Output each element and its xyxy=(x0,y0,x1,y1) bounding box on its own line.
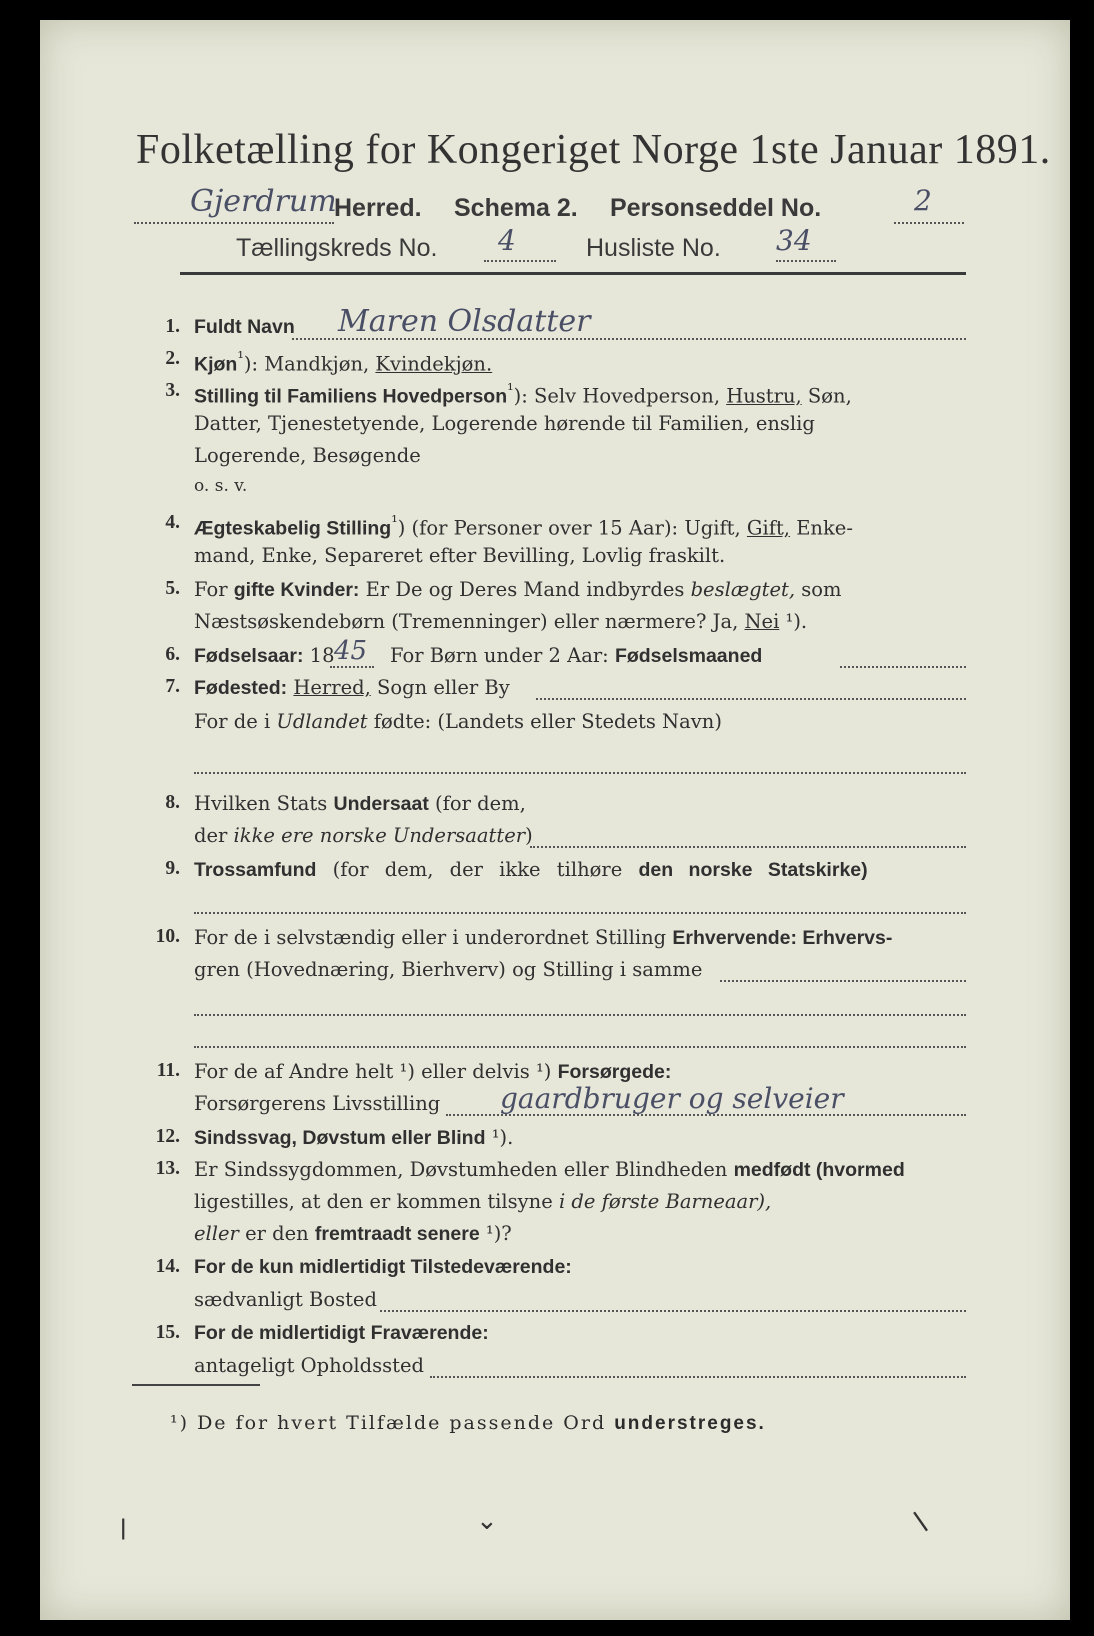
q9-label: Trossamfund xyxy=(194,859,317,881)
binding-mark-center: ⌄ xyxy=(476,1506,498,1536)
q13-text: Er Sindssygdommen, Døvstumheden eller Blindheden xyxy=(194,1158,734,1181)
question-6 xyxy=(140,636,966,674)
q2-label: Kjøn xyxy=(194,353,238,376)
q5-option-nei: Nei xyxy=(744,610,780,633)
q4-option-gift: Gift, xyxy=(746,516,790,540)
q13-line-3c: fremtraadt senere xyxy=(314,1223,480,1245)
q6-year-field xyxy=(330,666,374,668)
q6-year-value: 45 xyxy=(334,636,368,666)
kreds-field xyxy=(484,230,556,262)
question-1 xyxy=(140,304,966,346)
q1-number: 1. xyxy=(165,316,180,337)
question-3: 3. Stilling til Familiens Hovedperson$^{^1}$): Selv Hovedperson, Hustru, Søn, Datter, Tjenestetyende, Logerende hørende til Familien, enslig Logerende, Besøgende o. s. v. xyxy=(140,380,966,510)
personseddel-value: 2 xyxy=(914,184,932,217)
q11-value: gaardbruger og selveier xyxy=(500,1082,844,1115)
q4-text: ) (for Personer over 15 Aar): Ugift, xyxy=(397,516,747,540)
q15-line-2: antageligt Opholdssted xyxy=(194,1354,425,1377)
q3-line-3: Logerende, Besøgende xyxy=(194,444,421,467)
q3-option-hustru: Hustru, xyxy=(726,384,802,408)
q9-number: 9. xyxy=(165,858,180,879)
question-2 xyxy=(140,348,966,378)
q3-line-2: Datter, Tjenestetyende, Logerende hørende til Familien, enslig xyxy=(194,412,815,435)
q15-label: For de midlertidigt Fraværende: xyxy=(194,1322,489,1344)
question-11 xyxy=(140,1060,966,1124)
q5-text-beslaegtet: beslægtet, xyxy=(690,578,796,601)
q3-text: ): Selv Hovedperson, xyxy=(513,384,727,408)
q10-text: For de i selvstændig eller i underordnet Stilling xyxy=(194,926,673,949)
q1-label: Fuldt Navn xyxy=(194,316,295,338)
binding-mark-left: ǀ xyxy=(120,1516,127,1541)
q7-line-2c: fødte: (Landets eller Stedets Navn) xyxy=(367,710,722,733)
q10-label: Erhvervende: Erhvervs- xyxy=(672,927,893,949)
herred-value: Gjerdrum xyxy=(190,184,337,219)
q11-text: For de af Andre helt ¹) eller delvis ¹) xyxy=(194,1060,558,1083)
footnote xyxy=(170,1412,766,1435)
husliste-value: 34 xyxy=(776,224,812,257)
q11-number: 11. xyxy=(156,1060,180,1081)
q8-number: 8. xyxy=(165,792,180,813)
q8-text-a: Hvilken Stats xyxy=(194,792,334,815)
header-line-kreds xyxy=(236,224,856,266)
q9-field xyxy=(194,912,966,914)
q8-line-2a: der xyxy=(194,824,234,847)
q13-line-2a: ligestilles, at den er kommen tilsyne xyxy=(194,1190,559,1213)
q6-number: 6. xyxy=(165,644,180,665)
q3-number: 3. xyxy=(165,380,180,401)
q8-label: Undersaat xyxy=(333,793,429,815)
q8-line-2b: ikke ere norske Undersaatter xyxy=(233,824,526,847)
q8-field xyxy=(530,846,966,848)
footnote-text-bold: understreges. xyxy=(614,1413,766,1434)
q5-label: gifte Kvinder: xyxy=(233,579,360,601)
question-4: 4. Ægteskabelig Stilling$^{^1}$) (for Personer over 15 Aar): Ugift, Gift, Enke- mand, Enke, Separeret efter Bevilling, Lovlig fraskilt. xyxy=(140,512,966,576)
header-divider xyxy=(180,272,966,275)
q13-label: medfødt (hvormed xyxy=(733,1159,905,1181)
q4-number: 4. xyxy=(165,512,180,533)
q12-number: 12. xyxy=(155,1126,180,1147)
q5-number: 5. xyxy=(165,578,180,599)
q5-text-a: For xyxy=(194,578,234,601)
question-7 xyxy=(140,676,966,776)
q11-line-2: Forsørgerens Livsstilling xyxy=(194,1092,441,1115)
q2-number: 2. xyxy=(165,348,180,369)
q9-text-statskirke: den norske Statskirke) xyxy=(638,859,868,881)
q11-label: Forsørgede: xyxy=(557,1061,672,1083)
q3-text-end: Søn, xyxy=(801,384,852,408)
question-9 xyxy=(140,858,966,922)
q6-text: For Børn under 2 Aar: xyxy=(390,644,615,667)
q2-option-kvindekjon: Kvindekjøn. xyxy=(375,352,493,376)
q14-label: For de kun midlertidigt Tilstedeværende: xyxy=(194,1256,572,1278)
q7-text: Sogn eller By xyxy=(370,676,510,699)
q14-number: 14. xyxy=(155,1256,180,1277)
q13-number: 13. xyxy=(155,1158,180,1179)
q2-footnote-mark: ¹ xyxy=(237,348,244,367)
q15-field xyxy=(430,1376,966,1378)
q4-text-end: Enke- xyxy=(790,516,853,540)
q6-label: Fødselsaar: xyxy=(194,645,304,667)
footnote-separator xyxy=(132,1384,260,1386)
husliste-label: Husliste No. xyxy=(586,234,721,262)
q6-year-prefix: 18 xyxy=(303,644,335,667)
q7-line-2b: Udlandet xyxy=(276,710,368,733)
personseddel-label: Personseddel No. xyxy=(610,194,822,222)
q8-line-2c: ) xyxy=(525,824,533,847)
q10-line-2: gren (Hovednæring, Bierhverv) og Stilling i samme xyxy=(194,958,703,981)
q13-line-3b: er den xyxy=(238,1222,315,1245)
q13-line-3d: ¹)? xyxy=(479,1222,512,1245)
q7-foreign-field xyxy=(194,772,966,774)
question-13 xyxy=(140,1158,966,1254)
question-12 xyxy=(140,1126,966,1156)
q14-field xyxy=(380,1310,966,1312)
q3-label: Stilling til Familiens Hovedperson xyxy=(194,385,508,408)
q12-text: ¹). xyxy=(485,1126,514,1149)
kreds-label: Tællingskreds No. xyxy=(236,234,438,262)
q7-line-2a: For de i xyxy=(194,710,277,733)
schema-label: Schema 2. xyxy=(454,194,578,222)
binding-mark-right: ǀ xyxy=(908,1506,931,1534)
footnote-text: De for hvert Tilfælde passende Ord xyxy=(189,1412,615,1434)
q4-line-2: mand, Enke, Separeret efter Bevilling, Lovlig fraskilt. xyxy=(194,544,726,567)
q6-month-field xyxy=(840,666,966,668)
q13-line-3a: eller xyxy=(194,1222,239,1245)
header-line-herred xyxy=(134,184,964,228)
q5-text-b: Er De og Deres Mand indbyrdes xyxy=(359,578,691,601)
q8-text-b: (for dem, xyxy=(428,792,526,815)
question-list xyxy=(140,304,966,1416)
q10-number: 10. xyxy=(155,926,180,947)
q5-text-d: som xyxy=(795,578,842,601)
q7-label: Fødested: xyxy=(194,677,288,699)
question-8 xyxy=(140,792,966,856)
q7-field xyxy=(536,698,966,700)
q15-number: 15. xyxy=(155,1322,180,1343)
footnote-mark: ¹) xyxy=(170,1412,190,1434)
q7-option-herred: Herred, xyxy=(293,676,371,699)
q10-field-2 xyxy=(194,1014,966,1016)
q10-field-1 xyxy=(720,980,966,982)
question-10 xyxy=(140,926,966,1046)
q2-text: ): Mandkjøn, xyxy=(243,352,376,376)
q12-label: Sindssvag, Døvstum eller Blind xyxy=(194,1127,486,1149)
q14-line-2: sædvanligt Bosted xyxy=(194,1288,377,1311)
q9-text: (for dem, der ikke tilhøre xyxy=(316,858,639,881)
q13-line-2b: i de første Barneaar), xyxy=(558,1190,772,1213)
q5-line-2: Næstsøskendebørn (Tremenninger) eller nærmere? Ja, xyxy=(194,610,745,633)
q3-line-4: o. s. v. xyxy=(194,476,248,496)
q1-value: Maren Olsdatter xyxy=(338,304,591,339)
herred-label: Herred. xyxy=(334,194,422,222)
census-form-sheet xyxy=(40,20,1070,1620)
question-5 xyxy=(140,578,966,642)
form-title: Folketælling for Kongeriget Norge 1ste Januar 1891. xyxy=(136,127,1051,173)
q7-number: 7. xyxy=(165,676,180,697)
q5-line-2-end: ¹). xyxy=(779,610,808,633)
kreds-value: 4 xyxy=(498,224,516,257)
q6-label-month: Fødselsmaaned xyxy=(614,645,763,667)
question-15 xyxy=(140,1322,966,1386)
q4-label: Ægteskabelig Stilling xyxy=(194,517,392,540)
q10-field-3 xyxy=(194,1046,966,1048)
question-14 xyxy=(140,1256,966,1320)
